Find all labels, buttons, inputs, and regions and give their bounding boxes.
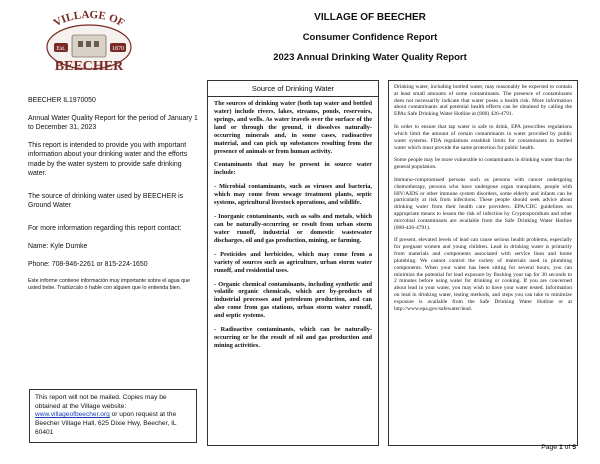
report-header (150, 12, 590, 63)
copies-notice-box (29, 389, 197, 443)
contact-name: Name: Kyle Dumke (28, 243, 88, 251)
report-period: Annual Water Quality Report for the period of January 1 to December 31, 2023 (28, 115, 198, 132)
copies-notice-address: or upon request at the Beecher Village Hall, 625 Dixie Hwy, Beecher, IL 60401 (35, 411, 177, 436)
village-title: VILLAGE OF BEECHER (314, 12, 426, 23)
left-column (28, 96, 200, 302)
village-website-link[interactable]: www.villageofbeecher.org (35, 411, 110, 419)
contact-intro: For more information regarding this report contact: (28, 224, 182, 232)
logo-top-text: VILLAGE OF (51, 10, 127, 30)
report-title: 2023 Annual Drinking Water Quality Report (273, 52, 467, 63)
report-intro: This report is intended to provide you with important information about your drinking water and the efforts made by the water system to provide safe drinking water. (28, 142, 188, 177)
source-paragraph: - Organic chemical contaminants, including synthetic and volatile organic chemicals, which are by-products of industrial processes and petroleum production, and can also come from gas stations, urban storm water runoff, and septic systems. (214, 280, 372, 320)
copies-notice-text: This report will not be mailed. Copies may be obtained at the Village website: (35, 394, 167, 410)
health-paragraph: In order to ensure that tap water is safe to drink, EPA prescribes regulations which limit the amount of certain contaminants in water provided by public water systems. FDA regulations establish limits for contaminants in bottled water which must provide the same protection for public health. (394, 124, 572, 151)
logo-est-label: Est. (56, 46, 66, 52)
source-paragraph: - Radioactive contaminants, which can be naturally-occurring or be the result of oil and gas production and mining activities. (214, 326, 372, 349)
health-information-box (388, 80, 578, 446)
health-paragraph: If present, elevated levels of lead can cause serious health problems, especially for pregnant women and young children. Lead in drinking water is primarily from materials and components associated with service lines and home plumbing. We cannot control the variety of materials used in plumbing components. When your water has been sitting for several hours, you can minimize the potential for lead exposure by flushing your tap for 30 seconds to 2 minutes before using water for drinking or cooking. If you are concerned about lead in your water, you may wish to have your water tested. Information on lead in drinking water, testing methods, and steps you can take to minimize exposure is available from the Safe Drinking Water Hotline or at http://www.epa.gov/safewater/lead. (394, 237, 572, 312)
source-of-drinking-water-box (207, 80, 379, 446)
source-paragraph: - Microbial contaminants, such as viruses and bacteria, which may come from sewage treatment plants, septic systems, agricultural livestock operations, and wildlife. (214, 183, 372, 207)
spanish-note: Este informe contiene información muy importante sobre el agua que usted bebe. Tradúzcalo ó hable con alguien que lo entienda bien. (28, 278, 190, 292)
logo-est-year: 1870 (112, 46, 124, 52)
village-logo (34, 10, 144, 76)
contact-phone: Phone: 708-946-2261 or 815-224-1650 (28, 261, 148, 269)
report-subtitle: Consumer Confidence Report (302, 32, 438, 43)
source-paragraph: - Inorganic contaminants, such as salts and metals, which can be naturally-occurring or result from urban storm water runoff, industrial or domestic wastewater discharges, oil and gas production, mining, or farming. (214, 213, 372, 244)
source-paragraph: Contaminants that may be present in source water include: (214, 161, 372, 177)
health-paragraph: Some people may be more vulnerable to contaminants in drinking water than the general population. (394, 157, 572, 171)
health-paragraph: Immuno-compromised persons such as persons with cancer undergoing chemotherapy, persons who have undergone organ transplants, people with HIV/AIDS or other immune system disorders, some elderly and infants can be particularly at risk from infections. These people should seek advice about drinking water from their health care providers. EPA/CDC guidelines on appropriate means to lessen the risk of infection by Cryptosporidium and other microbial contaminants are available from the Safe Drinking Water Hotline (800-426-4791). (394, 176, 572, 231)
source-paragraph: The sources of drinking water (both tap water and bottled water) include rivers, lakes, streams, ponds, reservoirs, springs, and wells. As water travels over the surface of the land or through the ground, it dissolves naturally-occurring minerals and, in some cases, radioactive material, and can pick up substances resulting from the presence of animals or from human activity. (214, 100, 372, 155)
source-box-content (208, 97, 378, 359)
logo-bottom-text: BEECHER (54, 59, 124, 74)
health-paragraph: Drinking water, including bottled water, may reasonably be expected to contain at least small amounts of some contaminants. The presence of contaminants does not necessarily indicate that water poses a health risk. More information about contaminants and potential health effects can be obtained by calling the EPAs Safe Drinking Water Hotline at (800) 426-4791. (394, 84, 572, 118)
source-box-title: Source of Drinking Water (208, 81, 378, 97)
page-number: Page 1 of 5 (541, 444, 576, 451)
water-source: The source of drinking water used by BEECHER is Ground Water (28, 192, 184, 209)
source-paragraph: - Pesticides and herbicides, which may come from a variety of sources such as agriculture, urban storm water runoff, and residential uses. (214, 250, 372, 274)
system-id: BEECHER IL1970050 (28, 97, 96, 104)
